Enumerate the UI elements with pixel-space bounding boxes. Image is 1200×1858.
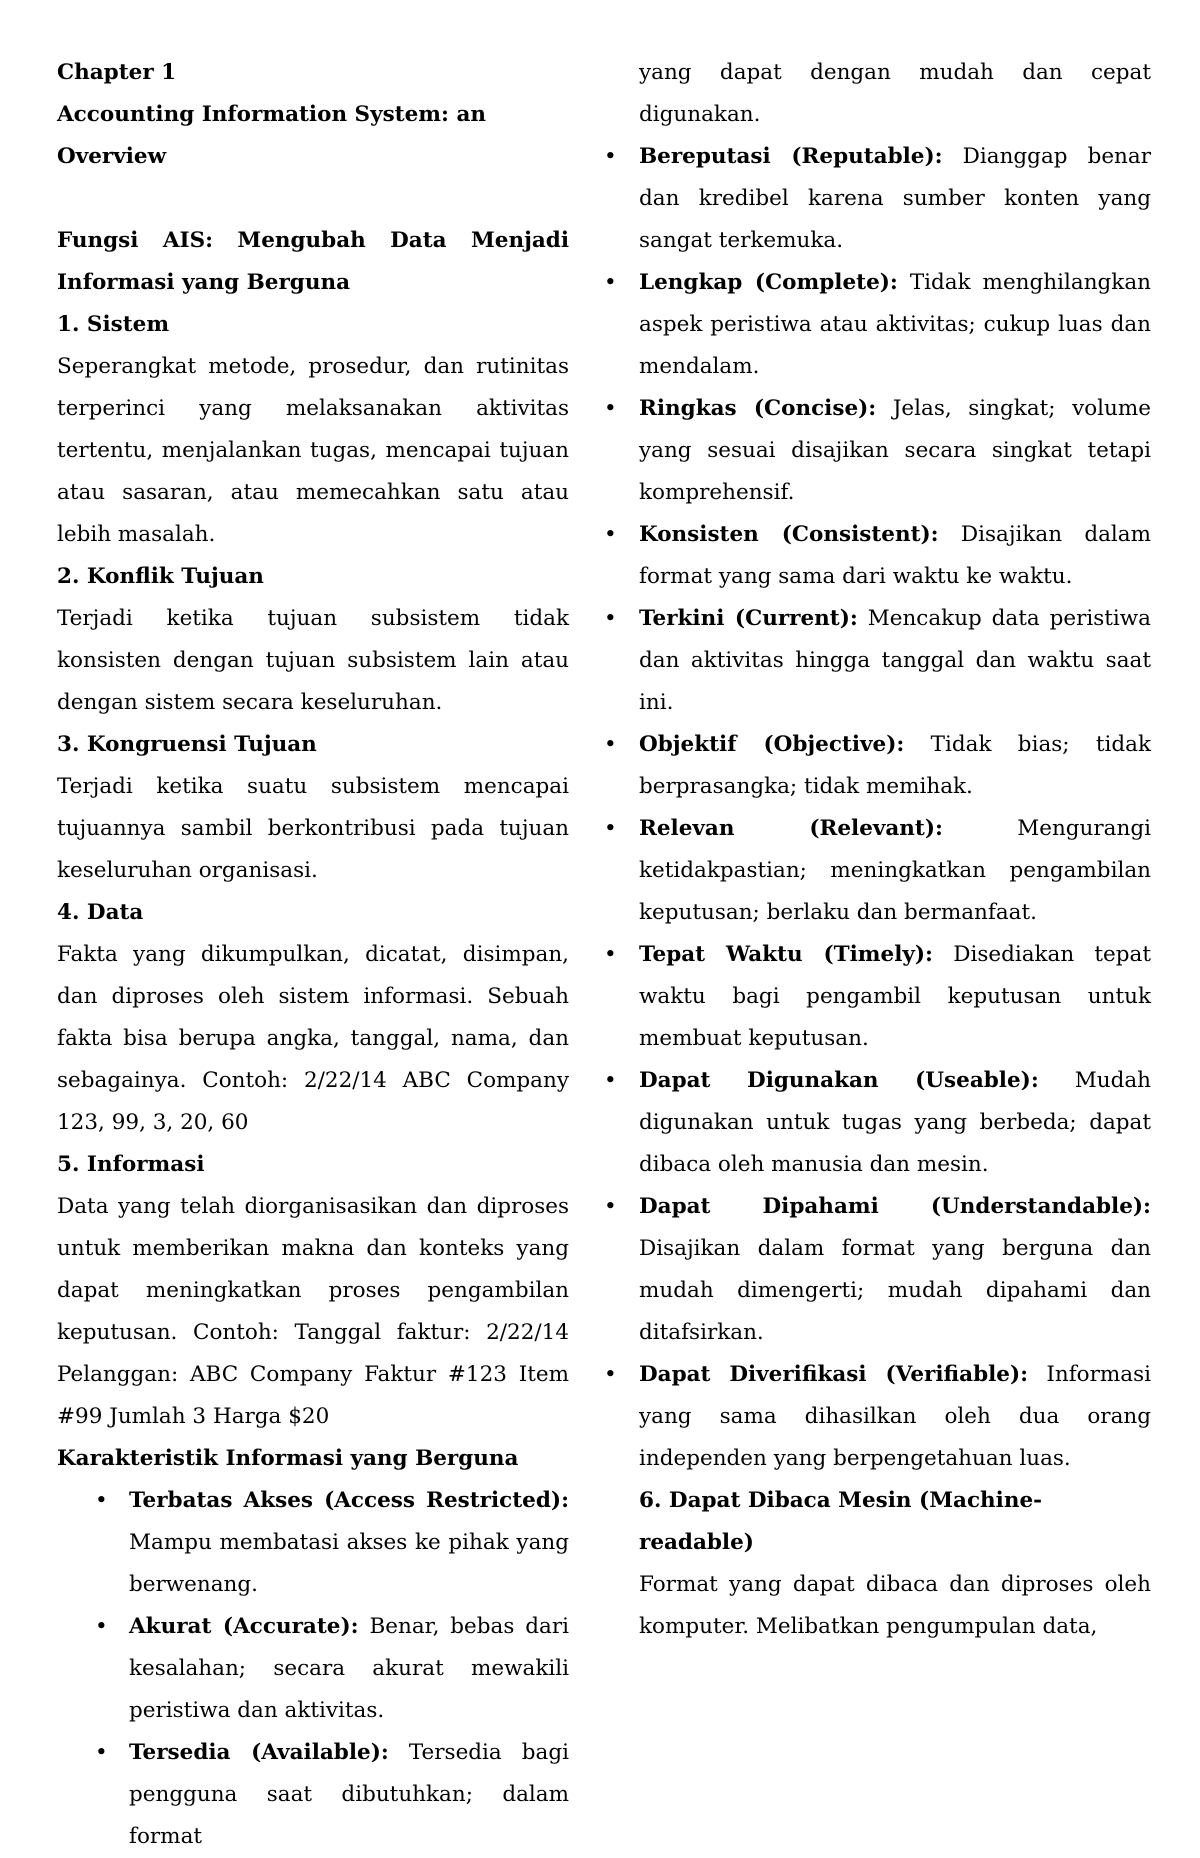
bullet-icon: • [604, 816, 617, 841]
left-column [57, 52, 569, 1858]
list-item [566, 514, 1151, 598]
list-item [566, 808, 1151, 934]
list-item [566, 1354, 1151, 1480]
description: Tidak menghilangkan aspek peristiwa atau aktivitas; cukup luas dan mendalam. [639, 270, 1152, 379]
chapter-label: Chapter 1 [57, 60, 177, 85]
bullet-icon: • [604, 1068, 617, 1093]
bullet-icon: • [95, 1488, 108, 1513]
list-item [566, 1060, 1151, 1186]
numbered-item [57, 1144, 569, 1438]
term: Dapat Digunakan (Useable): [639, 1068, 1039, 1093]
bullet-icon: • [604, 522, 617, 547]
description: Dianggap benar dan kredibel karena sumber konten yang sangat terkemuka. [639, 144, 1151, 253]
list-item [566, 598, 1151, 724]
item-heading: 5. Informasi [57, 1152, 205, 1177]
item-body: Terjadi ketika suatu subsistem mencapai tujuannya sambil berkontribusi pada tujuan keseluruhan organisasi. [57, 774, 569, 883]
list-item [566, 724, 1151, 808]
item-body: Data yang telah diorganisasikan dan diproses untuk memberikan makna dan konteks yang dapat meningkatkan proses pengambilan keputusan. Contoh: Tanggal faktur: 2/22/14 Pelanggan: ABC Company Faktur #123 Item #99 Jumlah 3 Harga $20 [57, 1194, 569, 1429]
list-item [57, 1480, 569, 1606]
bullet-icon: • [604, 732, 617, 757]
description: Mengurangi ketidakpastian; meningkatkan pengambilan keputusan; berlaku dan bermanfaat. [639, 816, 1151, 925]
list-item [566, 1186, 1151, 1354]
description: Tersedia bagi pengguna saat dibutuhkan; dalam format [129, 1740, 569, 1849]
characteristics-list [57, 1480, 569, 1858]
item-body: Terjadi ketika tujuan subsistem tidak konsisten dengan tujuan subsistem lain atau dengan sistem secara keseluruhan. [57, 606, 569, 715]
term: Bereputasi (Reputable): [639, 144, 943, 169]
description: Tidak bias; tidak berprasangka; tidak memihak. [639, 732, 1152, 799]
term: Objektif (Objective): [639, 732, 905, 757]
term: Lengkap (Complete): [639, 270, 898, 295]
item-heading: 4. Data [57, 900, 144, 925]
description: Informasi yang sama dihasilkan oleh dua orang independen yang berpengetahuan luas. [639, 1362, 1151, 1471]
right-column [604, 52, 1152, 1648]
characteristics-title: Karakteristik Informasi yang Berguna [57, 1446, 519, 1471]
description: Benar, bebas dari kesalahan; secara akurat mewakili peristiwa dan aktivitas. [129, 1614, 569, 1723]
spacer [57, 178, 569, 220]
term: Akurat (Accurate): [129, 1614, 359, 1639]
list-item [566, 262, 1151, 388]
item-heading: 3. Kongruensi Tujuan [57, 732, 317, 757]
bullet-icon: • [604, 1194, 617, 1219]
bullet-icon: • [95, 1740, 108, 1765]
list-item [57, 1732, 569, 1858]
list-item [57, 1606, 569, 1732]
description: Mampu membatasi akses ke pihak yang berwenang. [129, 1530, 569, 1597]
continuation-text: yang dapat dengan mudah dan cepat digunakan. [639, 60, 1151, 127]
bullet-icon: • [604, 144, 617, 169]
numbered-item [57, 556, 569, 724]
term: Terkini (Current): [639, 606, 858, 631]
numbered-item [57, 724, 569, 892]
characteristics-list-continued [566, 52, 1151, 1480]
bullet-icon: • [95, 1614, 108, 1639]
description: Disajikan dalam format yang berguna dan mudah dimengerti; mudah dipahami dan ditafsirkan. [639, 1236, 1151, 1345]
description: Jelas, singkat; volume yang sesuai disajikan secara singkat tetapi komprehensif. [639, 396, 1151, 505]
item6-heading: 6. Dapat Dibaca Mesin (Machine-readable) [639, 1488, 1043, 1555]
term: Tepat Waktu (Timely): [639, 942, 933, 967]
item6-body: Format yang dapat dibaca dan diproses oleh komputer. Melibatkan pengumpulan data, [639, 1572, 1151, 1639]
list-item [566, 934, 1151, 1060]
item-heading: 2. Konflik Tujuan [57, 564, 264, 589]
list-item [566, 136, 1151, 262]
description: Disajikan dalam format yang sama dari waktu ke waktu. [639, 522, 1152, 589]
bullet-icon: • [604, 606, 617, 631]
item-body: Seperangkat metode, prosedur, dan rutinitas terperinci yang melaksanakan aktivitas tertentu, menjalankan tugas, mencapai tujuan atau sasaran, atau memecahkan satu atau lebih masalah. [57, 354, 569, 547]
bullet-icon: • [604, 396, 617, 421]
term: Terbatas Akses (Access Restricted): [129, 1488, 569, 1513]
term: Dapat Dipahami (Understandable): [639, 1194, 1151, 1219]
term: Konsisten (Consistent): [639, 522, 939, 547]
numbered-item [57, 892, 569, 1144]
bullet-icon: • [604, 1362, 617, 1387]
list-item-continuation [566, 52, 1151, 136]
term: Relevan (Relevant): [639, 816, 943, 841]
list-item [566, 388, 1151, 514]
bullet-icon: • [604, 942, 617, 967]
description: Mudah digunakan untuk tugas yang berbeda; dapat dibaca oleh manusia dan mesin. [639, 1068, 1151, 1177]
description: Mencakup data peristiwa dan aktivitas hingga tanggal dan waktu saat ini. [639, 606, 1151, 715]
item-heading: 1. Sistem [57, 312, 170, 337]
term: Dapat Diverifikasi (Verifiable): [639, 1362, 1029, 1387]
numbered-item [57, 304, 569, 556]
section-title: Fungsi AIS: Mengubah Data Menjadi Informasi yang Berguna [57, 228, 569, 295]
bullet-icon: • [604, 270, 617, 295]
chapter-title: Accounting Information System: an Overview [57, 102, 487, 169]
item-body: Fakta yang dikumpulkan, dicatat, disimpan, dan diproses oleh sistem informasi. Sebuah fakta bisa berupa angka, tanggal, nama, dan sebagainya. Contoh: 2/22/14 ABC Company 123, 99, 3, 20, 60 [57, 942, 569, 1135]
term: Tersedia (Available): [129, 1740, 389, 1765]
description: Disediakan tepat waktu bagi pengambil keputusan untuk membuat keputusan. [639, 942, 1151, 1051]
term: Ringkas (Concise): [639, 396, 877, 421]
